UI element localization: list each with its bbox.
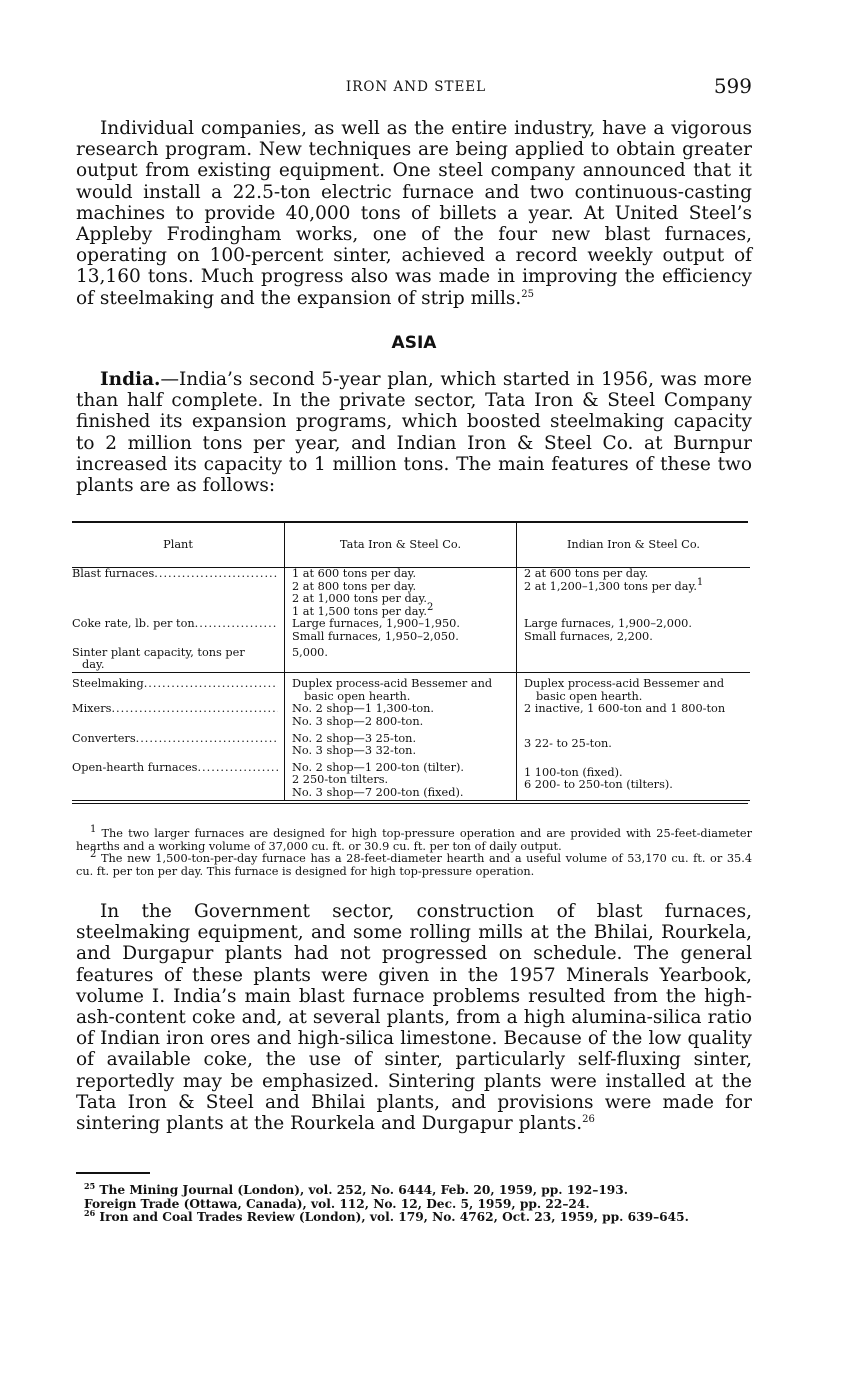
table-row-steelmaking (72, 678, 750, 703)
plant-features-table (72, 521, 748, 804)
footnote-26: $^{26}$ Iron and Coal Trades Review (London), vol. 179, No. 4762, Oct. 23, 1959, pp. 639–645. (84, 1208, 689, 1225)
tata-cell: No. 2 shop—1 1,300-ton. No. 3 shop—2 800-ton. (285, 703, 517, 728)
footnotes (84, 1180, 764, 1225)
table-row-converters (72, 729, 750, 758)
column-header-tata: Tata Iron & Steel Co. (285, 523, 517, 568)
tata-cell: Duplex process-acid Bessemer and basic open hearth. (285, 678, 517, 703)
footnote-25: $^{25}$ The Mining Journal (London), vol. 252, No. 6444, Feb. 20, 1959, pp. 192–193. (84, 1180, 628, 1197)
indian-cell: 2 at 600 tons per day. 2 at 1,200–1,300 tons per day.$^1$ (517, 568, 751, 619)
table-note: $^1$ The two larger furnaces are designed for high top-pressure operation and are provided with 25-feet-diameter hearths and a working volume of 37,000 cu. ft. or 30.9 cu. ft. per ton of daily output. (76, 824, 752, 853)
indian-cell: Large furnaces, 1,900–2,000. Small furnaces, 2,200. (517, 618, 751, 643)
table-row-blast-furnaces (72, 568, 750, 619)
table-row-sinter-plant (72, 644, 750, 673)
footnote-ref: 26 (582, 1113, 595, 1125)
running-title: IRON AND STEEL (345, 79, 487, 95)
page-number: 599 (713, 74, 752, 98)
indian-cell: 2 inactive, 1 600-ton and 1 800-ton (517, 703, 751, 728)
table-notes (76, 824, 753, 878)
table-row-coke-rate (72, 618, 750, 643)
table-note: $^2$ The new 1,500-ton-per-day furnace has a 28-feet-diameter hearth and a useful volume of 53,170 cu. ft. or 35.4 cu. ft. per ton per day. This furnace is designed for high top-pressure operation. (76, 849, 753, 878)
tata-cell: No. 2 shop—3 25-ton. No. 3 shop—3 32-ton. (285, 729, 517, 758)
indian-cell: 3 22- to 25-ton. (517, 729, 751, 758)
row-label: Blast furnaces ..... (72, 568, 278, 581)
footnote-ref: 1 (696, 576, 704, 588)
running-head (76, 74, 756, 100)
row-label: Sinter plant capacity, tons per day. (72, 644, 285, 673)
tata-cell: 1 at 600 tons per day. 2 at 800 tons per day. 2 at 1,000 tons per day. 1 at 1,500 tons per day.$^2$ (285, 568, 517, 619)
column-header-plant: Plant (72, 523, 285, 568)
paragraph-text: In the Government sector, construction of blast furnaces, steelmaking equipment, and some rolling mills at the Bhilai, Rourkela, and Durgapur plants had not progressed on schedule. The general features of these plants were given in the 1957 Minerals Yearbook, volume I. India’s main blast furnace problems resulted from the high-ash-content coke and, at several plants, from a high alumina-silica ratio of Indian iron ores and high-silica limestone. Because of the low quality of available coke, the use of sinter, particularly self-fluxing sinter, reportedly may be emphasized. Sintering plants were installed at the Tata Iron & Steel and Bhilai plants, and provisions were made for sintering plants at the Rourkela and Durgapur plants. (76, 901, 752, 1135)
row-label: Open-hearth furnaces ..... (72, 762, 278, 775)
table-row-mixers (72, 703, 750, 728)
paragraph-text: —India’s second 5-year plan, which started in 1956, was more than half complete. In the private sector, Tata Iron & Steel Company finished its expansion programs, which boosted steelmaking capacity to 2 million tons per year, and Indian Iron & Steel Co. at Burnpur increased its capacity to 1 million tons. The main features of these two plants are as follows: (76, 369, 752, 497)
tata-cell: Large furnaces, 1,900–1,950. Small furnaces, 1,950–2,050. (285, 618, 517, 643)
footnote-25-continued: Foreign Trade (Ottawa, Canada), vol. 112, No. 12, Dec. 5, 1959, pp. 22–24. (84, 1196, 590, 1211)
paragraph-lead: India. (100, 369, 161, 390)
paragraph-india (76, 369, 752, 496)
section-heading: ASIA (391, 333, 437, 353)
column-header-indian: Indian Iron & Steel Co. (517, 523, 751, 568)
footnote-ref: 25 (521, 288, 534, 300)
row-label: Coke rate, lb. per ton ..... (72, 618, 278, 631)
paragraph-text: Individual companies, as well as the entire industry, have a vigorous research program. New techniques are being applied to obtain greater output from existing equipment. One steel company announced that it would install a 22.5-ton electric furnace and two continuous-casting machines to provide 40,000 tons of billets a year. At United Steel’s Appleby Frodingham works, one of the four new blast furnaces, operating on 100-percent sinter, achieved a record weekly output of 13,160 tons. Much progress also was made in improving the efficiency of steelmaking and the expansion of strip mills. (76, 118, 752, 309)
table-bottom-rule (72, 803, 748, 804)
indian-cell: Duplex process-acid Bessemer and basic open hearth. (517, 678, 751, 703)
row-label: Mixers ..... (72, 703, 278, 716)
row-label: Steelmaking ..... (72, 678, 278, 691)
paragraph-industry-research (76, 118, 752, 309)
paragraph-government-sector (76, 901, 752, 1134)
footnote-ref: 2 (426, 602, 434, 614)
tata-cell: No. 2 shop—1 200-ton (tilter). 2 250-ton tilters. No. 3 shop—7 200-ton (fixed). (285, 758, 517, 800)
row-label: Converters ..... (72, 733, 278, 746)
footnote-rule (76, 1172, 150, 1174)
table-header-row (72, 523, 750, 568)
indian-cell: 1 100-ton (fixed). 6 200- to 250-ton (tilters). (517, 758, 751, 800)
table-row-open-hearth (72, 758, 750, 800)
tata-cell: 5,000. (285, 644, 517, 673)
indian-cell (517, 644, 751, 673)
